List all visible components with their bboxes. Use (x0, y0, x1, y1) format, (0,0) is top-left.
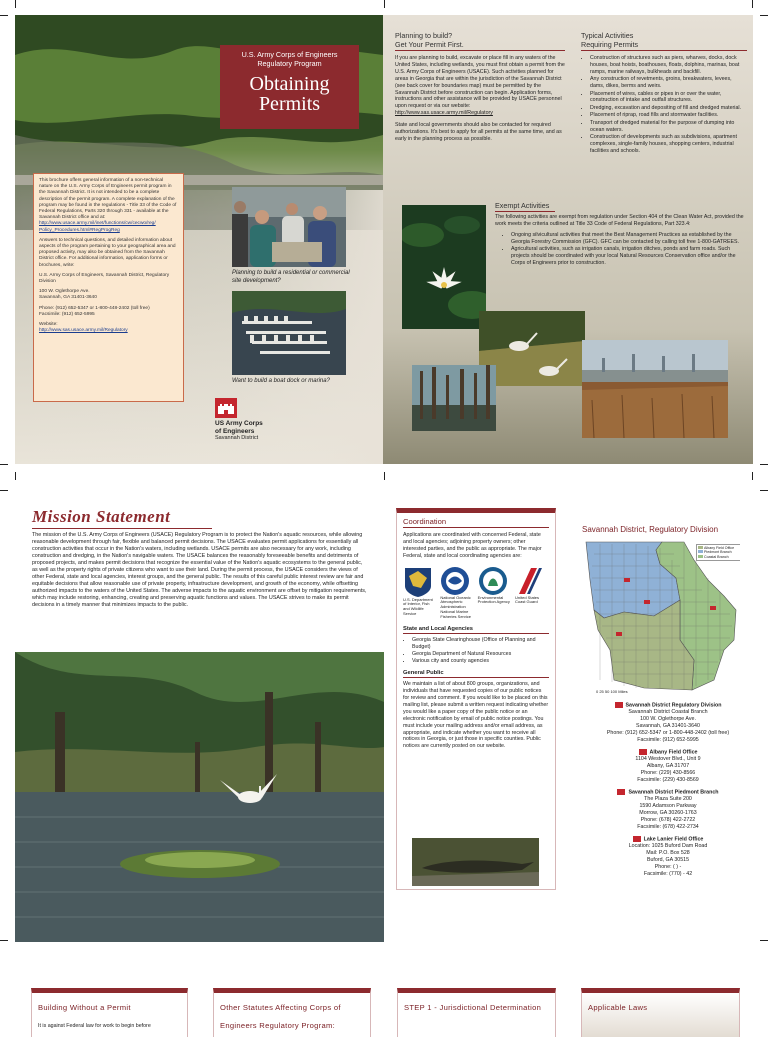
crop-mark (760, 490, 768, 491)
mission-heading: Mission Statement (32, 507, 171, 526)
typical-activities (581, 31, 747, 155)
office-line: Facsimile: (678) 422-2734 (637, 823, 699, 830)
typical-item: • Construction of structures such as piers, wharves, docks, dock houses, boat hoists, boathouses, floats, dolphins, marinas, boat ramps, marine railways, bulkheads and backfill. (590, 55, 747, 76)
public-heading: General Public (403, 670, 549, 678)
bottom-tab-title: STEP 1 - Jurisdictional Determination (404, 1003, 542, 1012)
agency-epa (478, 566, 512, 620)
agency-noaa (440, 566, 474, 620)
office-line: The Plaza Suite 200 (644, 796, 692, 803)
cover-title-line1: Obtaining (249, 73, 330, 95)
crop-mark (15, 0, 16, 8)
info-address-street: 100 W. Oglethorpe Ave. (39, 289, 90, 295)
bottom-tab-title: Other Statutes Affecting Corps of Engineers Regulatory Program: (220, 1003, 341, 1030)
crop-mark (384, 472, 385, 480)
office-line: Morrow, GA 30260-1763 (639, 809, 697, 816)
planning-paragraph-2: State and local governments should also be contacted for required authorizations. It's best to apply for all permits at the same time, and as early in the planning process as possible. (395, 122, 562, 142)
typical-item: • Placement of riprap, road fills and stormwater facilities. (590, 112, 747, 119)
bottom-tab-title: Applicable Laws (588, 1003, 648, 1012)
crop-mark (760, 464, 768, 465)
top-panel (15, 15, 753, 464)
typical-heading-1: Typical Activities (581, 31, 634, 40)
typical-item: • Transport of dredged material for the purpose of dumping into ocean waters. (590, 120, 747, 134)
uscg-emblem-icon (515, 566, 545, 596)
georgia-map (584, 540, 740, 692)
bottom-tab-title: Building Without a Permit (38, 1003, 131, 1012)
map-scale: 0 25 50 100 Miles (596, 689, 628, 694)
mission-underline (32, 528, 212, 529)
office-marker-icon (633, 836, 641, 842)
legend-swatch (698, 555, 703, 558)
coordination-intro: Applications are coordinated with concerned Federal, state and local agencies; adjoining property owners; other interested parties, and the public as appropriate. The major Federal, state and local coordinating agencies are: (403, 532, 542, 559)
office-line: Savannah, GA 31401-3640 (636, 723, 700, 730)
agency-logos (403, 566, 549, 620)
bottom-tab-laws (581, 988, 740, 1037)
office-line: Facsimile: (912) 652-5995 (637, 736, 699, 743)
planning-meeting-photo (232, 187, 346, 267)
cypress-swamp-photo (412, 365, 496, 431)
cover-org-line1: U.S. Army Corps of Engineers (241, 50, 338, 59)
exempt-list (495, 232, 747, 267)
office-name: Lake Lanier Field Office (643, 836, 704, 843)
typical-list (581, 55, 747, 155)
crop-mark (0, 490, 8, 491)
crop-mark (0, 15, 8, 16)
noaa-emblem-icon (440, 566, 470, 596)
office-line: Buford, GA 30515 (646, 856, 690, 863)
info-address-city: Savannah, GA 31401-3640 (39, 295, 97, 301)
office-line: Phone: (912) 652-5347 or 1-800-448-2402 (toll free) (606, 730, 730, 737)
map-heading: Savannah District, Regulatory Division (582, 525, 719, 534)
agency-epa-name: Environmental Protection Agency (477, 594, 510, 605)
coordination-panel (396, 508, 556, 890)
cover-org-line2: Regulatory Program (257, 59, 322, 68)
office-list (584, 702, 752, 877)
crop-mark (760, 15, 768, 16)
legend-coastal: Coastal Branch (698, 555, 740, 559)
planning-website-link[interactable]: http://www.sas.usace.army.mil/Regulatory (395, 110, 493, 117)
office-regulatory (584, 702, 752, 744)
bottom-tab-step1 (397, 988, 556, 1037)
legend-swatch (698, 546, 703, 549)
crop-mark (760, 940, 768, 941)
agency-uscg (515, 566, 549, 620)
typical-item: • Any construction of revetments, groins, breakwaters, levees, dams, dikes, berms and weirs. (590, 76, 747, 90)
port-photo (582, 340, 728, 438)
planning-heading-2: Get Your Permit First. (395, 40, 565, 51)
planning-heading-1: Planning to build? (395, 31, 453, 40)
office-line: Facsimile: (770) - 42 (643, 870, 693, 877)
bottom-tab-text: It is against Federal law for work to begin before (38, 1023, 151, 1029)
office-marker-icon (639, 749, 647, 755)
exempt-intro: The following activities are exempt from regulation under Section 404 of the Clean Water Act, provided the work meets the criteria outlined at Title 33 Code of Federal Regulations, Part 323.4: (495, 214, 744, 227)
planning-column (395, 31, 565, 143)
office-line: 100 W. Oglethorpe Ave. (640, 716, 696, 723)
exempt-item: • Agricultural activities, such as irrigation canals, irrigation ditches, ponds and farm roads. Such projects should be coordinated with your local Natural Resources Conservation office and/or the Corps of Engineers prior to construction. (511, 246, 747, 267)
office-line: Phone: (229) 430-8566 (640, 769, 696, 776)
crop-mark (15, 472, 16, 480)
office-line: Savannah District Coastal Branch (628, 709, 708, 716)
crop-mark (752, 472, 753, 480)
epa-emblem-icon (478, 566, 508, 596)
usace-logo (215, 398, 275, 442)
state-list (403, 637, 549, 666)
cover-title-box (220, 45, 359, 129)
state-heading: State and Local Agencies (403, 626, 549, 634)
office-lanier (584, 836, 752, 878)
office-piedmont (584, 789, 752, 831)
office-line: Albany, GA 31707 (646, 763, 690, 770)
office-marker-icon (617, 789, 625, 795)
typical-item: • Dredging, excavation and depositing of fill and dredged material. (590, 105, 747, 112)
info-cfr-link[interactable]: http://www.usace.army.mil/inet/functions/cw/cecwo/reg/ Policy_Procedures.html#RegProgReg (39, 221, 156, 233)
bottom-tab-statutes (213, 988, 371, 1037)
exempt-heading: Exempt Activities (495, 201, 555, 212)
coordination-heading: Coordination (403, 517, 549, 528)
office-name: Savannah District Regulatory Division (625, 702, 722, 709)
agency-noaa-name: National Oceanic Atmospheric Administration National Marine Fisheries Service (440, 594, 472, 619)
bottom-tab-building (31, 988, 188, 1037)
alligator-photo (412, 838, 539, 886)
info-website-label: Website: (39, 322, 58, 328)
exempt-item: • Ongoing silvicultural activities that meet the Best Management Practices as established by the Georgia Forestry Commission (GFC). GFC can be contacted by calling toll free 1-800-GATREES. (511, 232, 747, 246)
exempt-activities (495, 201, 747, 267)
info-website-link[interactable]: http://www.sas.usace.army.mil/Regulatory (39, 328, 128, 334)
agency-fws-name: U.S. Department of Interior, Fish and Wildlife Service (403, 596, 433, 617)
state-item: • Various city and county agencies (412, 658, 549, 665)
office-albany (584, 749, 752, 784)
legend-albany: Albany Field Office (698, 546, 740, 550)
crop-mark (0, 464, 8, 465)
usace-logo-line2: of Engineers (215, 427, 255, 435)
legend-swatch (698, 550, 703, 553)
office-line: Phone: (678) 422-2722 (640, 816, 696, 823)
typical-heading-2: Requiring Permits (581, 40, 747, 51)
usace-logo-line3: Savannah District (215, 435, 259, 441)
map-legend (696, 544, 740, 561)
office-line: Mail: P.O. Box 528 (646, 849, 690, 856)
marina-photo (232, 291, 346, 375)
state-item: • Georgia State Clearinghouse (Office of Planning and Budget) (412, 637, 549, 651)
office-marker-icon (615, 702, 623, 708)
usace-logo-line1: US Army Corps (215, 420, 263, 427)
office-line: Location: 1025 Buford Dam Road (628, 842, 708, 849)
info-address-name: U.S. Army Corps of Engineers, Savannah District, Regulatory Division (39, 272, 170, 285)
office-line: 1590 Adamson Parkway (639, 803, 697, 809)
office-name: Savannah District Piedmont Branch (628, 789, 719, 796)
planning-paragraph-1: If you are planning to build, excavate or place fill in any waters of the United States, including wetlands, you must first obtain a permit from the U.S. Army Corps of Engineers (USACE). Such activities planned for areas in Georgia that are within the jurisdiction of the Savannah District (see back cover for boundaries map) must be permitted by the Savannah District before construction can begin. Application forms, instructions and other assistance will be provided by USACE personnel upon request or via our website: (395, 55, 565, 110)
info-fax: Facsimile: (912) 652-5995 (39, 311, 95, 317)
fws-emblem-icon (403, 566, 433, 598)
office-line: Facsimile: (229) 430-8569 (637, 776, 699, 783)
agency-uscg-name: United States Coast Guard (514, 594, 539, 605)
mission-text: The mission of the U.S. Army Corps of Engineers (USACE) Regulatory Program is to protect the Nation's aquatic resources, while allowing reasonable development through fair, flexible and balanced permit decisions. The USACE evaluates permit applications for essentially all construction activities that occur in the Nation's waters, including wetlands. USACE permits are also necessary for any work, including construction and dredging, in the Nation's navigable waters. The USACE balances the reasonably foreseeable benefits and detriments of proposed projects, and makes permit decisions that recognize the essential value of the Nation's aquatic ecosystems to the general public, as well as the property rights of private citizens who want to use their land. During the permit process, the USACE considers the views of other Federal, state and local agencies, interest groups, and the general public. The results of this careful public interest review are fair and equitable decisions that allow reasonable use of private property, infrastructure development, and growth of the economy, while offsetting authorized impacts to the waters of the United States. The adverse impacts to the aquatic environment are offset by mitigation requirements, which may include restoring, enhancing, creating and preserving aquatic functions and values. The USACE strives to make its permit decisions in a timely manner that minimizes impacts to the public. (32, 532, 367, 608)
legend-piedmont: Piedmont Branch (698, 550, 740, 554)
public-text: We maintain a list of about 800 groups, organizations, and individuals that have requested copies of our public notices for review and comment. If you would like to be placed on this mailing list, please submit a written request indicating whether you would like a paper copy of the public notice or an electronic notification by email of public notice postings. You must include your mailing address and/or email address, as appropriate, and indicate whether you want to receive all notices in Georgia, or just those in specific counties. Public notices are currently posted on our website. (403, 681, 549, 750)
office-line: 1104 Westover Blvd., Unit 9 (635, 756, 701, 763)
office-name: Albany Field Office (649, 749, 698, 756)
typical-item: • Construction of developments such as subdivisions, apartment complexes, single-family houses, shopping centers, industrial facilities and schools. (590, 134, 747, 155)
state-item: • Georgia Department of Natural Resources (412, 651, 549, 658)
castle-icon (215, 398, 237, 418)
crop-mark (752, 0, 753, 8)
planning-caption: Planning to build a residential or commercial site development? (232, 270, 350, 284)
office-line: Phone: ( ) - (654, 863, 682, 870)
crop-mark (0, 940, 8, 941)
info-technical: Answers to technical questions, and detailed information about aspects of the program pertaining to your geographical area and proposed activity, may also be obtained from the Savannah District office. For additional information, application forms or brochures, write: (39, 237, 176, 268)
typical-item: • Placement of wires, cables or pipes in or over the water, construction of intake and outfall structures. (590, 91, 747, 105)
boat-dock-caption: Want to build a boat dock or marina? (232, 378, 330, 384)
water-lily-photo (402, 205, 486, 329)
info-box (33, 173, 184, 402)
crop-mark (384, 0, 385, 8)
cover-title-line2: Permits (258, 93, 321, 115)
agency-fws (403, 566, 437, 620)
info-phone: Phone: (912) 652-5347 or 1-800-448-2402 (toll free) (39, 305, 150, 311)
egret-lake-photo (15, 652, 384, 942)
info-intro: This brochure offers general information of a non-technical nature on the U.S. Army Corps of Engineers permit program in the Savannah District. It is not intended to be a complete description of the permit program. A complete explanation of the program may be found in the regulations - Title 33 of the Code of Federal Regulations, Parts 320 through 331 - available at the Savannah District office and at: (39, 178, 177, 221)
